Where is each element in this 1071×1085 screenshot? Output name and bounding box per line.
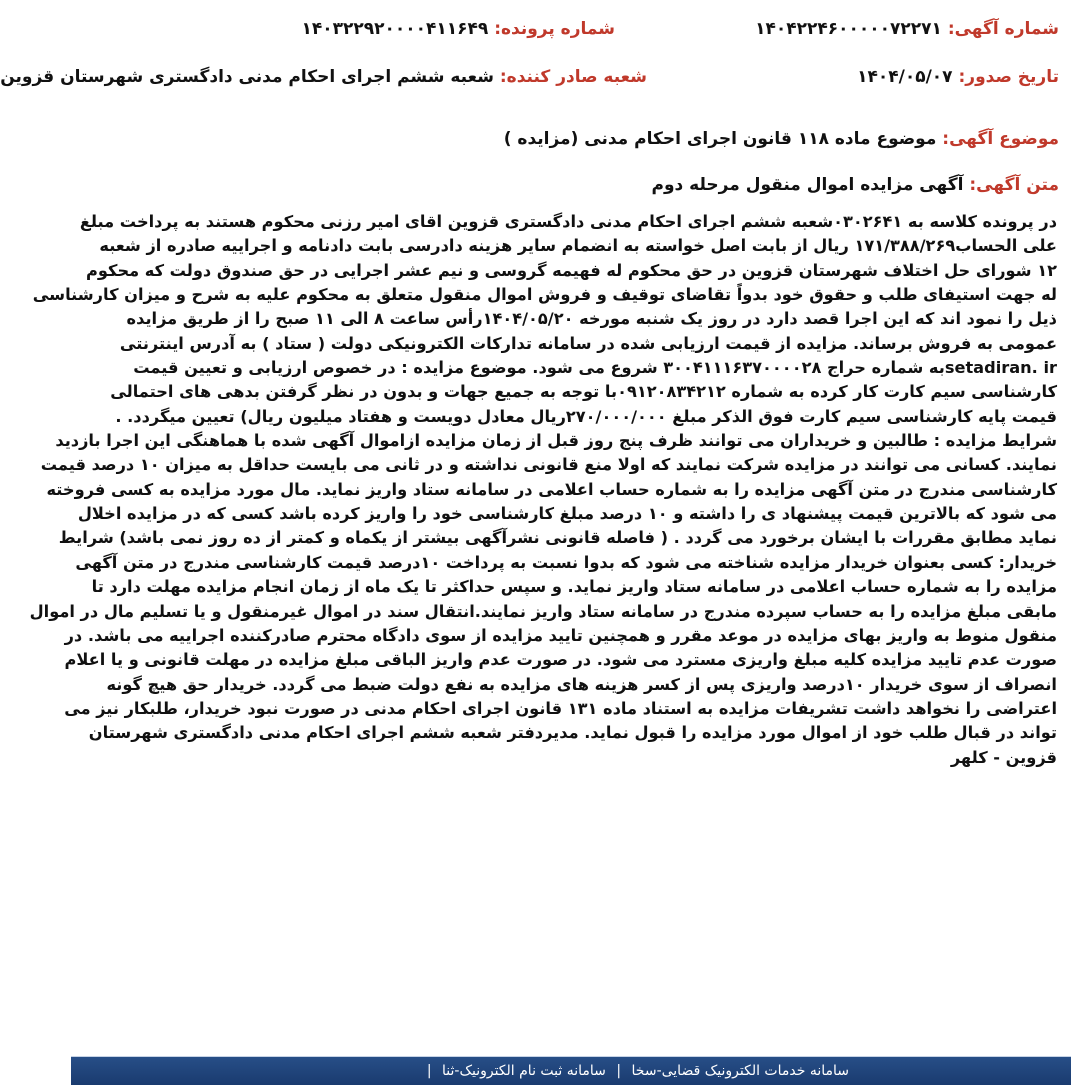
subject-row (504, 128, 1059, 150)
issuer-value: شعبه ششم اجرای احکام مدنی دادگستری شهرستان قزوین (0, 67, 494, 87)
issuer-label: شعبه صادر کننده: (499, 67, 647, 87)
footer-separator: | (616, 1063, 622, 1079)
text-title: آگهی مزایده اموال منقول مرحله دوم (651, 175, 964, 195)
body-line: انصراف از سوی خریدار ۱۰درصد واریزی پس از کسر هزینه های مزایده به نفع دولت ضبط می گردد. خریدار حق هیچ گونه (106, 674, 1057, 694)
body-line: خریدار: کسی بعنوان خریدار مزایده شناخته می شود که بدوا نسبت به پرداخت ۱۰درصد قیمت کارشناسی مندرج در متن آگهی (75, 552, 1057, 572)
body-line: ۱۲ شورای حل اختلاف شهرستان قزوین در حق محکوم له فهیمه گروسی و نیم عشر اجرایی در حق صندوق دولت که محکوم (86, 260, 1057, 280)
body-line: منقول منوط به واریز بهای مزایده در موعد مقرر و همچنین تایید مزایده از سوی دادگاه محترم صادرکننده اجراییه می باشد. در (64, 625, 1057, 645)
body-line: شرایط مزایده : طالبین و خریداران می توانند ظرف پنج روز قبل از زمان مزایده ازاموال آگهی شده با هماهنگی این اجرا بازدید (55, 431, 1057, 451)
issue-date-row (857, 66, 1059, 88)
issue-date-value: ۱۴۰۴/۰۵/۰۷ (857, 67, 953, 87)
file-number-label: شماره پرونده: (494, 19, 615, 39)
ad-number-row (755, 18, 1059, 40)
file-number-value: ۱۴۰۳۲۲۹۲۰۰۰۰۴۱۱۶۴۹ (301, 19, 489, 39)
subject-value: موضوع ماده ۱۱۸ قانون اجرای احکام مدنی (مزایده ) (503, 129, 937, 149)
body-line: نماید مطابق مقررات با ایشان برخورد می گردد . ( فاصله قانونی نشرآگهی بیشتر از یکماه و کمتر از ده روز نمی باشد) شرایط (58, 528, 1057, 548)
body-line: می شود که بالاترین قیمت پیشنهاد ی را داشته و ۱۰ درصد مبلغ کارشناسی خود را واریز کرده باشد کسی که در مزایده اخلال (77, 504, 1057, 524)
body-line: setadiran. irبه شماره حراج ۳۰۰۴۱۱۱۶۳۷۰۰۰۰۲۸ شروع می شود. موضوع مزایده : در خصوص ارزیابی و تعیین قیمت (133, 358, 1057, 378)
body-line: در پرونده کلاسه به ۰۳۰۲۶۴۱شعبه ششم اجرای احکام مدنی دادگستری قزوین اقای امیر رزنی محکوم هستند به پرداخت مبلغ (79, 212, 1057, 231)
body-line: عمومی به فروش برساند. مزایده از قیمت ارزیابی شده در سامانه تدارکات الکترونیکی دولت ( ستاد ) به آدرس اینترنتی (119, 333, 1057, 353)
ad-number-label: شماره آگهی: (947, 19, 1059, 39)
issue-date-label: تاریخ صدور: (958, 67, 1059, 87)
body-line: قزوین - کلهر (950, 747, 1057, 767)
body-line: کارشناسی مندرج در متن آگهی مزایده را به شماره حساب اعلامی در سامانه ستاد واریز نماید. مال مورد مزایده به کسی فروخته (46, 479, 1057, 499)
body-line: ذیل را نمود اند که این اجرا قصد دارد در روز یک شنبه مورخه ۱۴۰۴/۰۵/۲۰رأس ساعت ۸ الی ۱۱ صبح را از طریق مزایده (126, 309, 1057, 329)
body-line: صورت عدم تایید مزایده کلیه مبلغ واریزی مسترد می شود. در صورت عدم واریز الباقی مبلغ مزایده در مهلت قانونی و یا اعلام (64, 650, 1057, 670)
body-line: اعتراضی را نخواهد داشت تشریفات مزایده به استناد ماده ۱۳۱ قانون اجرای احکام مدنی در صورت نبود خریدار، طلبکار نیز می (64, 698, 1057, 718)
body-line: علی الحساب۱۷۱/۳۸۸/۲۶۹ ریال از بابت اصل خواسته به انضمام سایر هزینه دادرسی بابت دادنامه و اجراییه صادره از شعبه (99, 236, 1057, 256)
footer-bar (71, 1056, 1071, 1085)
body-line: کارشناسی سیم کارت کار کرده به شماره ۰۹۱۲۰۸۳۴۲۱۲با توجه به جمیع جهات و بدون در نظر گرفتن بدهی های احتمالی (110, 382, 1057, 402)
footer-separator-end: | (426, 1063, 432, 1079)
text-label: متن آگهی: (969, 175, 1059, 195)
footer-link-sakha[interactable]: سامانه خدمات الکترونیک قضایی-سخا (631, 1063, 849, 1079)
notice-body-text (29, 210, 1057, 770)
issuer-row (0, 66, 647, 88)
body-line: مابقی مبلغ مزایده را به حساب سپرده مندرج در سامانه ستاد واریز نمایند.انتقال سند در اموال غیرمنقول و یا تسلیم مال در اموال (29, 601, 1057, 621)
body-line: مزایده را به شماره حساب اعلامی در سامانه ستاد واریز نماید. و سپس حداکثر تا یک ماه از زمان انجام مزایده مهلت دارد تا (91, 577, 1057, 597)
body-line: تواند در قبال طلب خود از اموال مورد مزایده را قبول نماید. مدیردفتر شعبه ششم اجرای احکام مدنی دادگستری شهرستان (88, 723, 1057, 743)
subject-label: موضوع آگهی: (942, 129, 1059, 149)
ad-number-value: ۱۴۰۴۲۲۴۶۰۰۰۰۰۷۲۲۷۱ (755, 19, 942, 39)
body-line: قیمت پایه کارشناسی سیم کارت فوق الذکر مبلغ ۲۷۰/۰۰۰/۰۰۰ریال معادل دویست و هفتاد میلیون ریال) تعیین میگردد. . (115, 406, 1057, 426)
file-number-row (301, 18, 615, 40)
footer-link-sana[interactable]: سامانه ثبت نام الکترونیک-ثنا (442, 1063, 606, 1079)
body-line: نمایند. کسانی می توانند در مزایده شرکت نمایند که اولا منع قانونی نداشته و در ثانی می بایست حداقل به میزان ۱۰ درصد قیمت (40, 455, 1057, 475)
body-line: له جهت استیفای طلب و حقوق خود بدواً تقاضای توقیف و فروش اموال منقول متعلق به محکوم علیه به شرح و میزان کارشناسی (32, 285, 1057, 305)
text-title-row (652, 174, 1060, 196)
